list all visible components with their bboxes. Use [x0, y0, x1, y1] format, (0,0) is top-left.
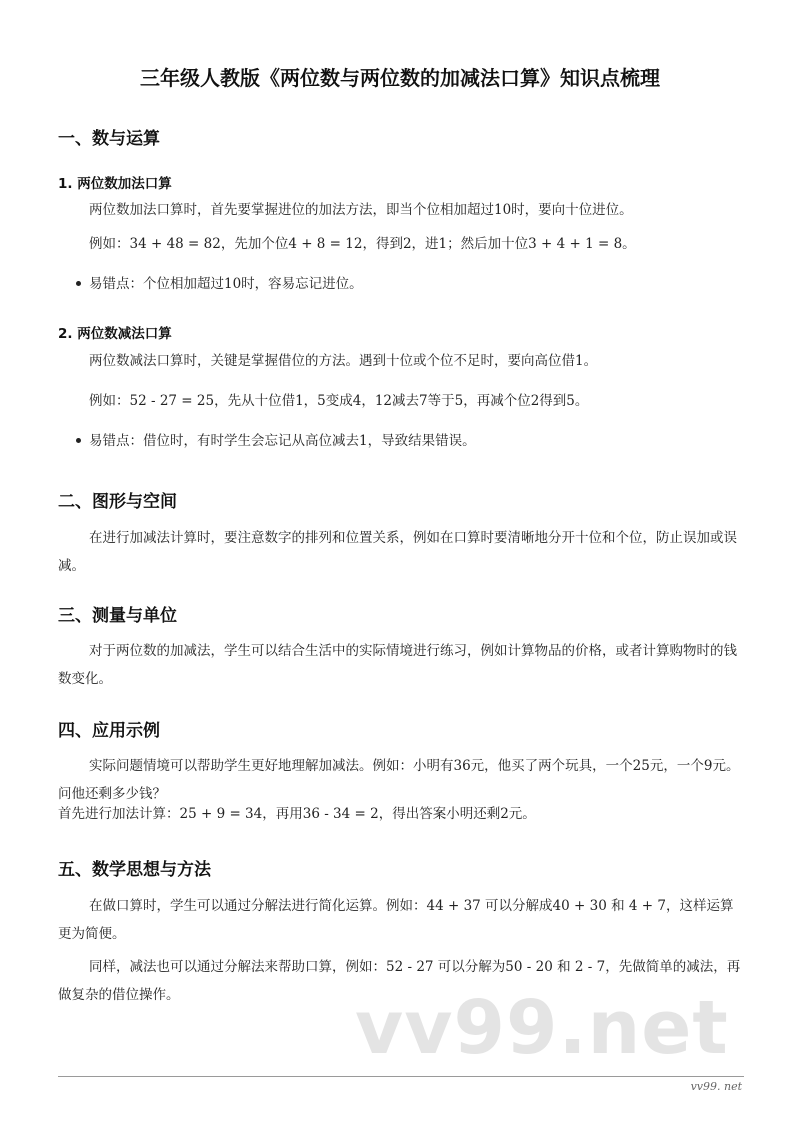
paragraph-subtraction-intro: 两位数减法口算时，关键是掌握借位的方法。遇到十位或个位不足时，要向高位借1。: [89, 353, 598, 369]
subsection-heading-addition: 1. 两位数加法口算: [58, 176, 172, 192]
paragraph-decomposition-subtraction: 同样，减法也可以通过分解法来帮助口算，例如：52 - 27 可以分解为50 - 20 和 2 - 7，先做简单的减法，再做复杂的借位操作。: [58, 959, 741, 1003]
section-heading-4: 四、应用示例: [58, 721, 160, 741]
subsection-heading-subtraction: 2. 两位数减法口算: [58, 326, 172, 342]
bullet-dot-icon: [76, 281, 81, 286]
section-heading-2: 二、图形与空间: [58, 492, 177, 512]
bullet-subtraction-mistake: [76, 430, 476, 452]
section-heading-1: 一、数与运算: [58, 129, 160, 149]
section-heading-3: 三、测量与单位: [58, 606, 177, 626]
document-title: 三年级人教版《两位数与两位数的加减法口算》知识点梳理: [140, 66, 660, 90]
paragraph-shapes-space: 在进行加减法计算时，要注意数字的排列和位置关系，例如在口算时要清晰地分开十位和个位，防止误加或误减。: [58, 530, 737, 574]
paragraph-addition-example: 例如：34 + 48 = 82，先加个位4 + 8 = 12，得到2，进1；然后加十位3 + 4 + 1 = 8。: [89, 236, 636, 252]
section-heading-5: 五、数学思想与方法: [58, 860, 211, 880]
watermark: vv99.net: [355, 985, 729, 1071]
paragraph-subtraction-example: 例如：52 - 27 = 25，先从十位借1，5变成4，12减去7等于5，再减个位2得到5。: [89, 393, 589, 409]
paragraph-application-problem: 实际问题情境可以帮助学生更好地理解加减法。例如：小明有36元，他买了两个玩具，一个25元，一个9元。问他还剩多少钱？: [58, 758, 740, 802]
paragraph-decomposition-addition: 在做口算时，学生可以通过分解法进行简化运算。例如：44 + 37 可以分解成40 + 30 和 4 + 7，这样运算更为简便。: [58, 898, 734, 942]
footer-site-label: vv99. net: [690, 1080, 742, 1093]
bullet-text: 易错点：借位时，有时学生会忘记从高位减去1，导致结果错误。: [89, 433, 476, 449]
paragraph-measurement: 对于两位数的加减法，学生可以结合生活中的实际情境进行练习，例如计算物品的价格，或者计算购物时的钱数变化。: [58, 643, 737, 687]
bullet-addition-mistake: [76, 273, 363, 295]
bullet-text: 易错点：个位相加超过10时，容易忘记进位。: [89, 276, 363, 292]
footer-divider: [58, 1076, 744, 1077]
paragraph-addition-intro: 两位数加法口算时，首先要掌握进位的加法方法，即当个位相加超过10时，要向十位进位。: [89, 202, 633, 218]
paragraph-application-solution: 首先进行加法计算：25 + 9 = 34，再用36 - 34 = 2，得出答案小明还剩2元。: [58, 806, 536, 822]
bullet-dot-icon: [76, 438, 81, 443]
